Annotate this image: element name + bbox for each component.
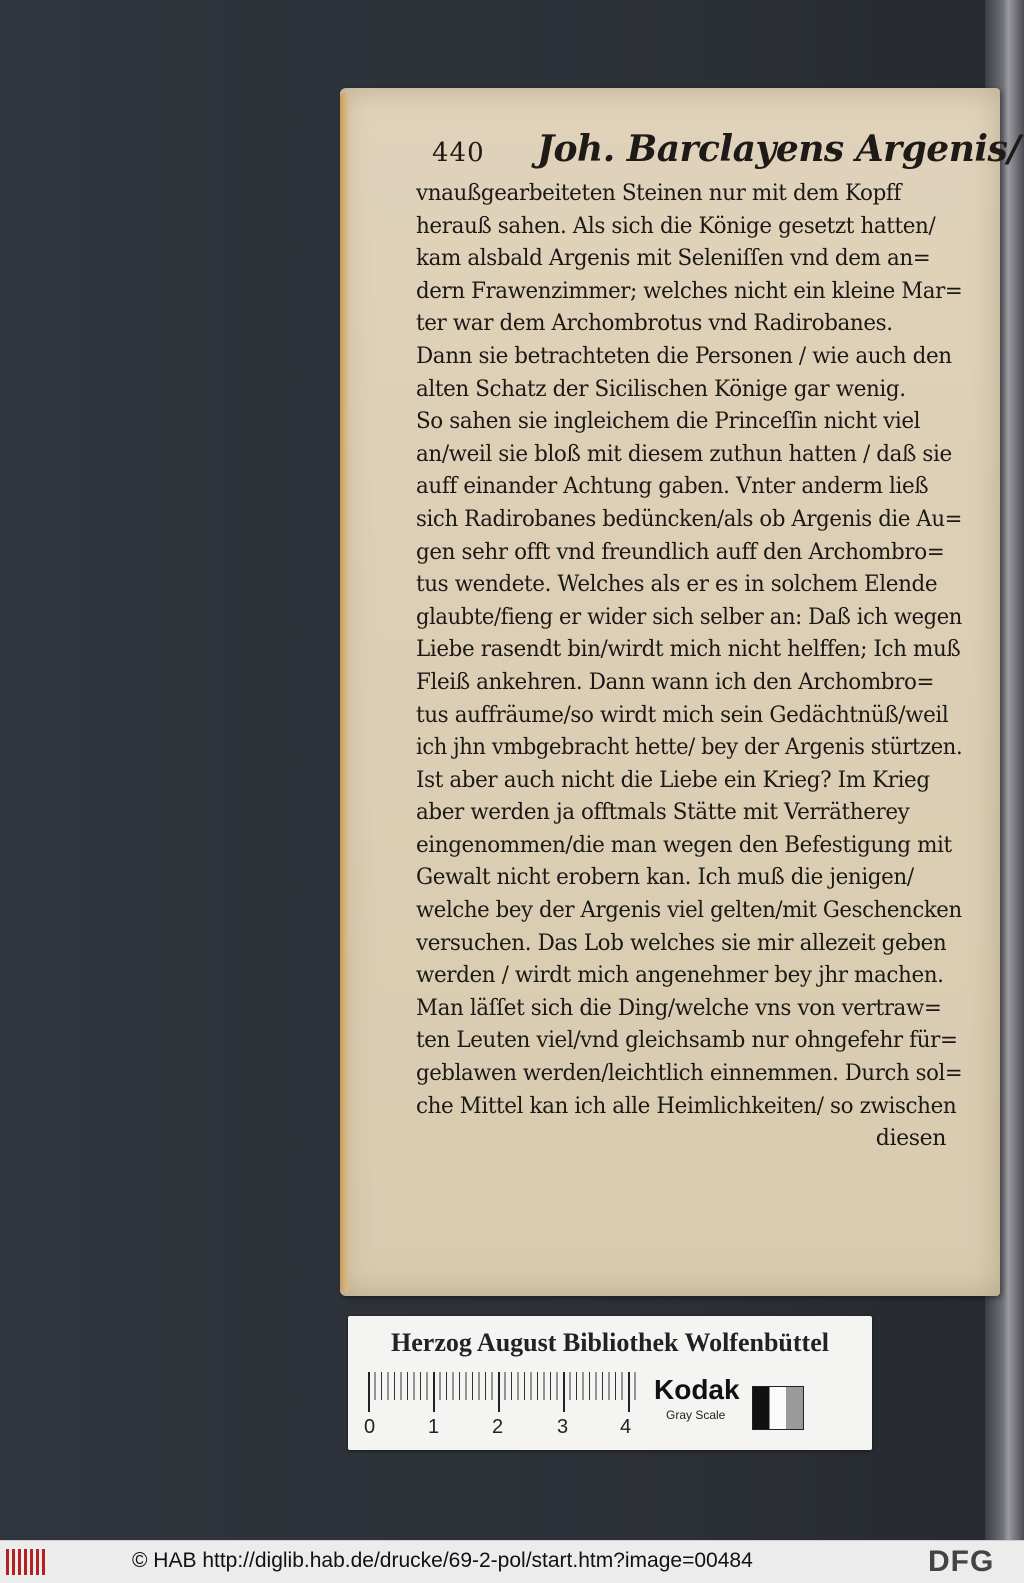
scale-number: 2 [492, 1416, 504, 1438]
text-line: So sahen sie ingleichem die Princeſſin nicht viel [416, 409, 921, 435]
text-line: werden / wirdt mich angenehmer bey jhr machen. [416, 963, 944, 989]
text-line: glaubte/fieng er wider sich selber an: Daß ich wegen [416, 604, 962, 630]
text-line: auff einander Achtung gaben. Vnter anderm ließ [416, 474, 929, 500]
text-line: versuchen. Das Lob welches sie mir allezeit geben [416, 930, 947, 956]
text-line: tus wendete. Welches als er es in solchem Elende [416, 572, 938, 598]
text-line: eingenommen/die man wegen den Befestigung mit [416, 832, 952, 858]
color-calibration-card [348, 1316, 872, 1450]
scale-number: 3 [557, 1416, 569, 1438]
text-line: geblawen werden/leichtlich einnemmen. Durch sol= [416, 1061, 962, 1087]
text-line: ter war dem Archombrotus vnd Radirobanes. [416, 311, 893, 337]
page-number: 440 [432, 138, 485, 168]
text-line: kam alsbald Argenis mit Seleniſſen vnd dem an= [416, 246, 931, 272]
text-line: Gewalt nicht erobern kan. Ich muß die jenigen/ [416, 865, 914, 891]
dfg-logo: DFG [928, 1545, 995, 1578]
gray-swatches [752, 1386, 804, 1430]
text-line: tus auffräume/so wirdt mich sein Gedächtnüß/weil [416, 702, 949, 728]
text-line: Ist aber auch nicht die Liebe ein Krieg? Im Krieg [416, 767, 930, 793]
text-line: diesen [875, 1126, 946, 1152]
kodak-logo: Kodak [654, 1374, 740, 1405]
copyright-url[interactable]: © HAB http://diglib.hab.de/drucke/69-2-pol/start.htm?image=00484 [132, 1549, 753, 1572]
gray-scale-label: Gray Scale [666, 1408, 726, 1422]
text-line: an/weil sie bloß mit diesem zuthun hatten / daß sie [416, 441, 952, 467]
text-line: Man läſſet sich die Ding/welche vns von vertraw= [416, 995, 942, 1021]
text-line: Fleiß ankehren. Dann wann ich den Archombro= [416, 669, 935, 695]
text-line: ten Leuten viel/vnd gleichsamb nur ohngefehr für= [416, 1028, 958, 1054]
barcode-icon [6, 1549, 48, 1575]
scale-number: 1 [428, 1416, 440, 1438]
text-line: aber werden ja offtmals Stätte mit Verrätherey [416, 800, 910, 826]
footer-bar [0, 1540, 1024, 1583]
text-line: gen sehr offt vnd freundlich auff den Archombro= [416, 539, 945, 565]
page-edge [340, 92, 350, 1292]
text-line: che Mittel kan ich alle Heimlichkeiten/ so zwischen [416, 1093, 957, 1119]
text-line: Dann sie betrachteten die Personen / wie auch den [416, 343, 952, 369]
text-line: alten Schatz der Sicilischen Könige gar wenig. [416, 376, 906, 402]
scale-number: 4 [620, 1416, 632, 1438]
text-line: Liebe rasendt bin/wirdt mich nicht helffen; Ich muß [416, 637, 961, 663]
text-line: vnaußgearbeiteten Steinen nur mit dem Kopff [416, 181, 902, 206]
scale-number: 0 [364, 1416, 376, 1438]
card-title: Herzog August Bibliothek Wolfenbüttel [391, 1328, 829, 1357]
running-title: Joh. Barclayens Argenis/ [537, 128, 1020, 170]
scale-ruler-major-ticks [368, 1372, 638, 1412]
text-line: welche bey der Argenis viel gelten/mit Geschencken [416, 898, 962, 924]
page-header [432, 128, 1020, 178]
text-line: herauß sahen. Als sich die Könige gesetzt hatten/ [416, 213, 936, 239]
text-line: ich jhn vmbgebracht hette/ bey der Argenis stürtzen. [416, 735, 962, 761]
page-body-text [416, 178, 976, 1156]
text-line: sich Radirobanes bedüncken/als ob Argenis die Au= [416, 506, 962, 532]
text-line: dern Frawenzimmer; welches nicht ein kleine Mar= [416, 278, 962, 304]
